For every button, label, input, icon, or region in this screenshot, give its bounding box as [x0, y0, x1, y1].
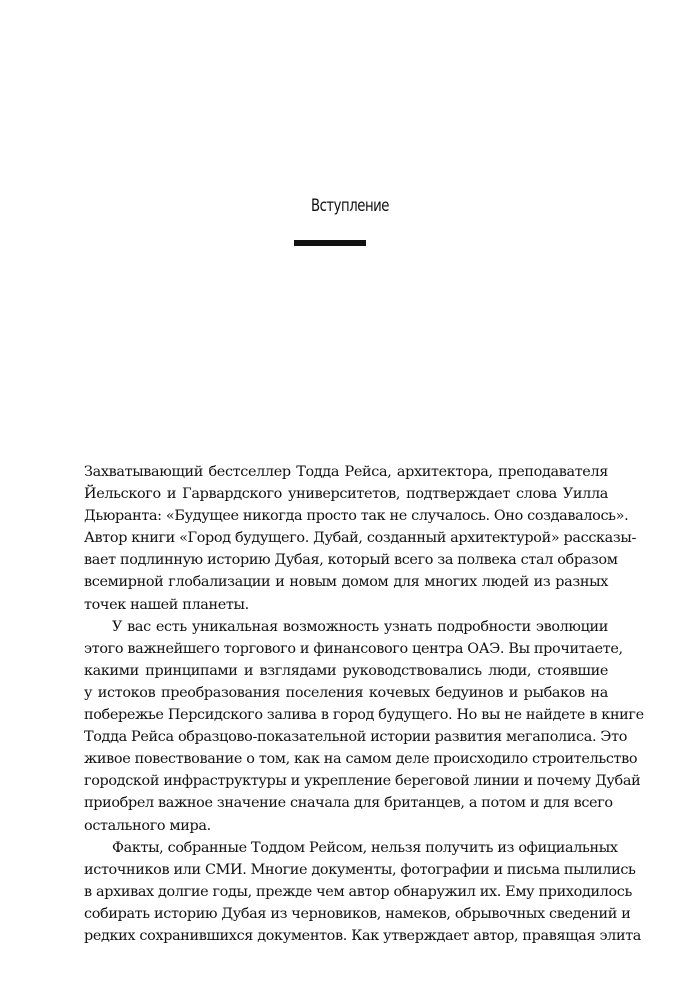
text-line: Йельского и Гарвардского университетов, подтверждает слова Уилла — [84, 486, 608, 503]
text-line: Дьюранта: «Будущее никогда просто так не случалось. Оно создавалось». — [84, 508, 629, 525]
text-line: Автор книги «Город будущего. Дубай, созданный архитектурой» рассказы- — [84, 530, 637, 547]
text-line: приобрел важное значение сначала для британцев, а потом и для всего — [84, 795, 613, 812]
text-line: Захватывающий бестселлер Тодда Рейса, архитектора, преподавателя — [84, 464, 608, 480]
text-line: какими принципами и взглядами руководствовались люди, стоявшие — [84, 662, 608, 679]
paragraph-3 — [84, 837, 642, 947]
text-line: городской инфраструктуры и укрепление береговой линии и почему Дубай — [84, 773, 641, 790]
chapter-title: Вступление — [310, 196, 390, 216]
body-text — [84, 461, 644, 947]
text-line: точек нашей планеты. — [84, 596, 249, 613]
text-line: у истоков преобразования поселения кочевых бедуинов и рыбаков на — [84, 684, 608, 701]
text-line: этого важнейшего торгового и финансового центра ОАЭ. Вы прочитаете, — [84, 640, 623, 657]
text-line: редких сохранившихся документов. Как утверждает автор, правящая элита — [84, 927, 642, 944]
text-line: источников или СМИ. Многие документы, фотографии и письма пылились — [84, 861, 636, 878]
text-line: У вас есть уникальная возможность узнать подробности эволюции — [112, 618, 608, 635]
text-line: вает подлинную историю Дубая, который всего за полвека стал образом — [84, 552, 618, 569]
text-line: остального мира. — [84, 817, 211, 834]
paragraph-1 — [84, 461, 637, 616]
text-line: в архивах долгие годы, прежде чем автор обнаружил их. Ему приходилось — [84, 883, 632, 900]
paragraph-2 — [84, 616, 644, 837]
text-line: живое повествование о том, как на самом деле происходило строительство — [84, 751, 638, 768]
text-line: Тодда Рейса образцово-показательной истории развития мегаполиса. Это — [84, 729, 628, 746]
text-line: собирать историю Дубая из черновиков, намеков, обрывочных сведений и — [84, 905, 631, 922]
title-underline-rule — [294, 240, 366, 246]
text-line: побережье Персидского залива в город будущего. Но вы не найдете в книге — [84, 707, 644, 724]
text-line: всемирной глобализации и новым домом для многих людей из разных — [84, 574, 608, 591]
text-line: Факты, собранные Тоддом Рейсом, нельзя получить из официальных — [112, 839, 618, 856]
